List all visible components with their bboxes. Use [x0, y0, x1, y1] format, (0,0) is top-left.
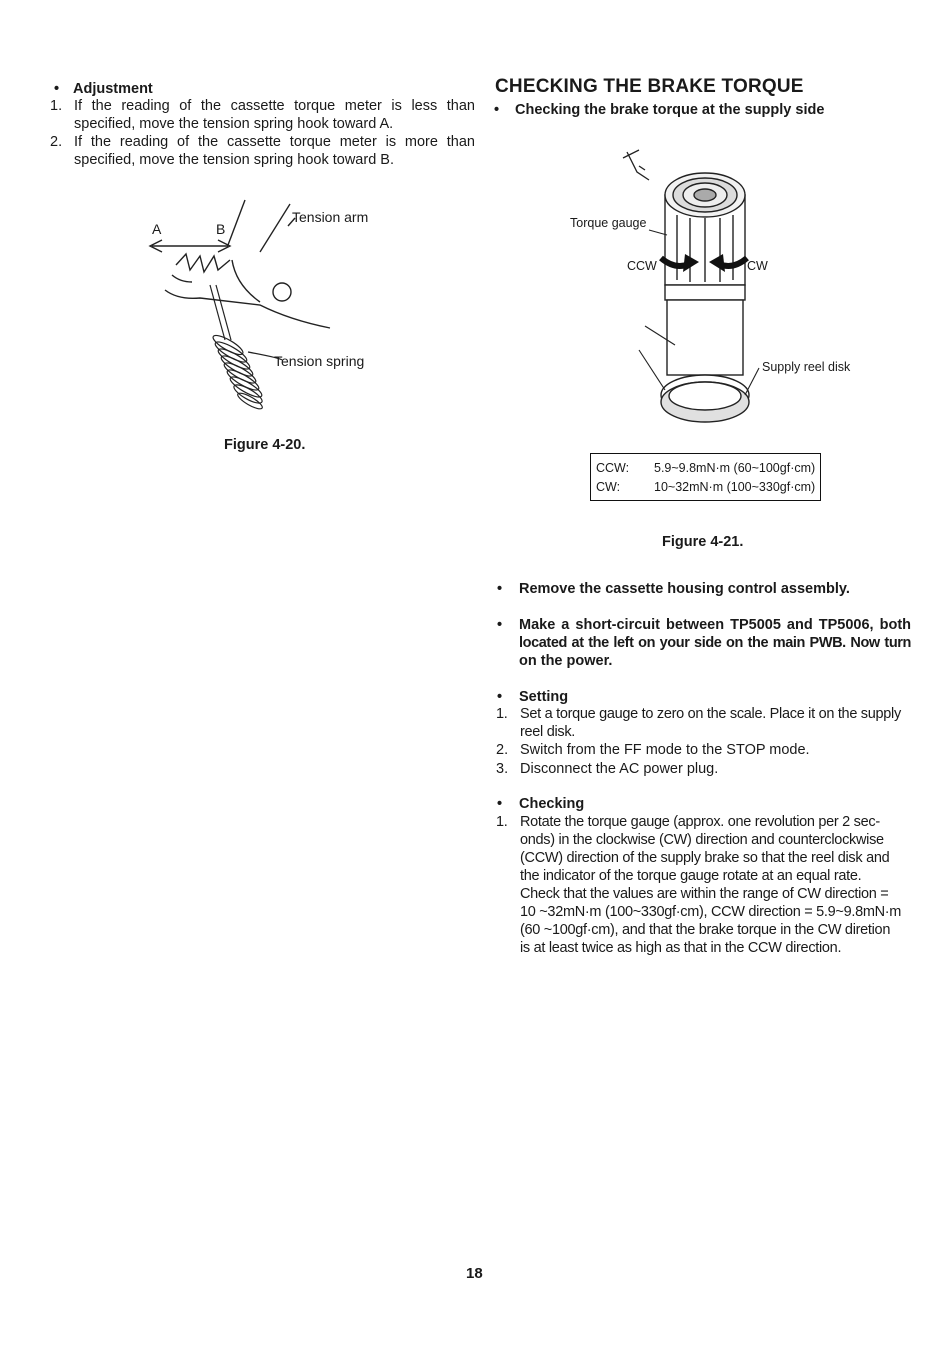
checking-step-1	[496, 813, 916, 957]
step-line: onds) in the clockwise (CW) direction and counterclockwise	[520, 832, 884, 848]
spec-value: 10~32mN·m (100~330gf·cm)	[654, 480, 816, 494]
adjustment-heading: Adjustment	[73, 81, 153, 97]
label-a: A	[152, 221, 162, 237]
subheading-bullet: •	[494, 102, 500, 118]
instruction-short-circuit	[519, 616, 911, 670]
step-number: 2.	[50, 134, 63, 150]
step-line: Switch from the FF mode to the STOP mode.	[520, 742, 810, 758]
torque-gauge-body	[661, 173, 749, 422]
setting-step-2	[496, 741, 916, 759]
torque-gauge-label: Torque gauge	[570, 216, 647, 230]
step-line: Check that the values are within the range of CW direction =	[520, 886, 889, 902]
instruction-bullet: •	[497, 581, 503, 597]
step-number: 3.	[496, 761, 509, 777]
step-line: (CCW) direction of the supply brake so that the reel disk and	[520, 850, 890, 866]
instruction-line: located at the left on your side on the main PWB. Now turn	[519, 635, 911, 651]
adjustment-bullet: •	[54, 81, 60, 97]
spec-row-ccw	[596, 459, 820, 477]
step-number: 1.	[496, 814, 508, 830]
instruction-remove-housing	[519, 580, 914, 598]
step-line: reel disk.	[520, 724, 576, 740]
step-line: is at least twice as high as that in the CCW direction.	[520, 940, 842, 956]
checking-heading: Checking	[519, 796, 585, 812]
setting-bullet: •	[497, 689, 503, 705]
section-title: CHECKING THE BRAKE TORQUE	[495, 76, 804, 97]
tension-arm-figure	[140, 190, 440, 420]
step-line: Set a torque gauge to zero on the scale. Place it on the supply	[520, 706, 901, 722]
step-line: (60 ~100gf·cm), and that the brake torque in the CW diretion	[520, 922, 891, 938]
subheading: Checking the brake torque at the supply side	[515, 102, 825, 118]
checking-bullet: •	[497, 796, 503, 812]
page-number: 18	[466, 1265, 483, 1282]
step-line: If the reading of the cassette torque meter is less than	[74, 98, 475, 114]
step-line: Disconnect the AC power plug.	[520, 761, 719, 777]
pointer-icon	[623, 150, 649, 180]
spec-row-cw	[596, 478, 820, 496]
step-number: 1.	[50, 98, 63, 114]
setting-step-3	[496, 760, 916, 778]
supply-reel-disk-label: Supply reel disk	[762, 360, 851, 374]
label-b: B	[216, 221, 226, 237]
instruction-line: Remove the cassette housing control assembly.	[519, 581, 850, 597]
spec-table	[590, 453, 821, 501]
step-line: specified, move the tension spring hook toward A.	[74, 116, 394, 132]
tension-spring-label: Tension spring	[274, 353, 365, 369]
step-line: specified, move the tension spring hook toward B.	[74, 152, 394, 168]
instruction-line: on the power.	[519, 653, 613, 669]
setting-heading: Setting	[519, 689, 569, 705]
spec-key: CCW:	[596, 461, 630, 475]
adjustment-step-2	[50, 133, 475, 169]
torque-gauge-figure	[565, 140, 865, 440]
step-line: the indicator of the torque gauge rotate at an equal rate.	[520, 868, 862, 884]
ccw-label: CCW	[627, 259, 657, 273]
instruction-line: Make a short-circuit between TP5005 and TP5006, both	[519, 617, 911, 633]
step-number: 1.	[496, 706, 508, 722]
figure-4-20-caption: Figure 4-20.	[224, 437, 306, 453]
spec-key: CW:	[596, 480, 621, 494]
step-line: If the reading of the cassette torque meter is more than	[74, 134, 475, 150]
tension-arm-label: Tension arm	[292, 209, 369, 225]
figure-4-21-caption: Figure 4-21.	[662, 534, 744, 550]
instruction-bullet: •	[497, 617, 503, 633]
step-line: 10 ~32mN·m (100~330gf·cm), CCW direction = 5.9~9.8mN·m	[520, 904, 902, 920]
adjustment-step-1	[50, 97, 475, 133]
setting-step-1	[496, 705, 916, 741]
spec-value: 5.9~9.8mN·m (60~100gf·cm)	[654, 461, 816, 475]
step-line: Rotate the torque gauge (approx. one revolution per 2 sec-	[520, 814, 880, 830]
direction-arrow-icon	[150, 240, 230, 252]
cw-label: CW	[747, 259, 768, 273]
step-number: 2.	[496, 742, 509, 758]
